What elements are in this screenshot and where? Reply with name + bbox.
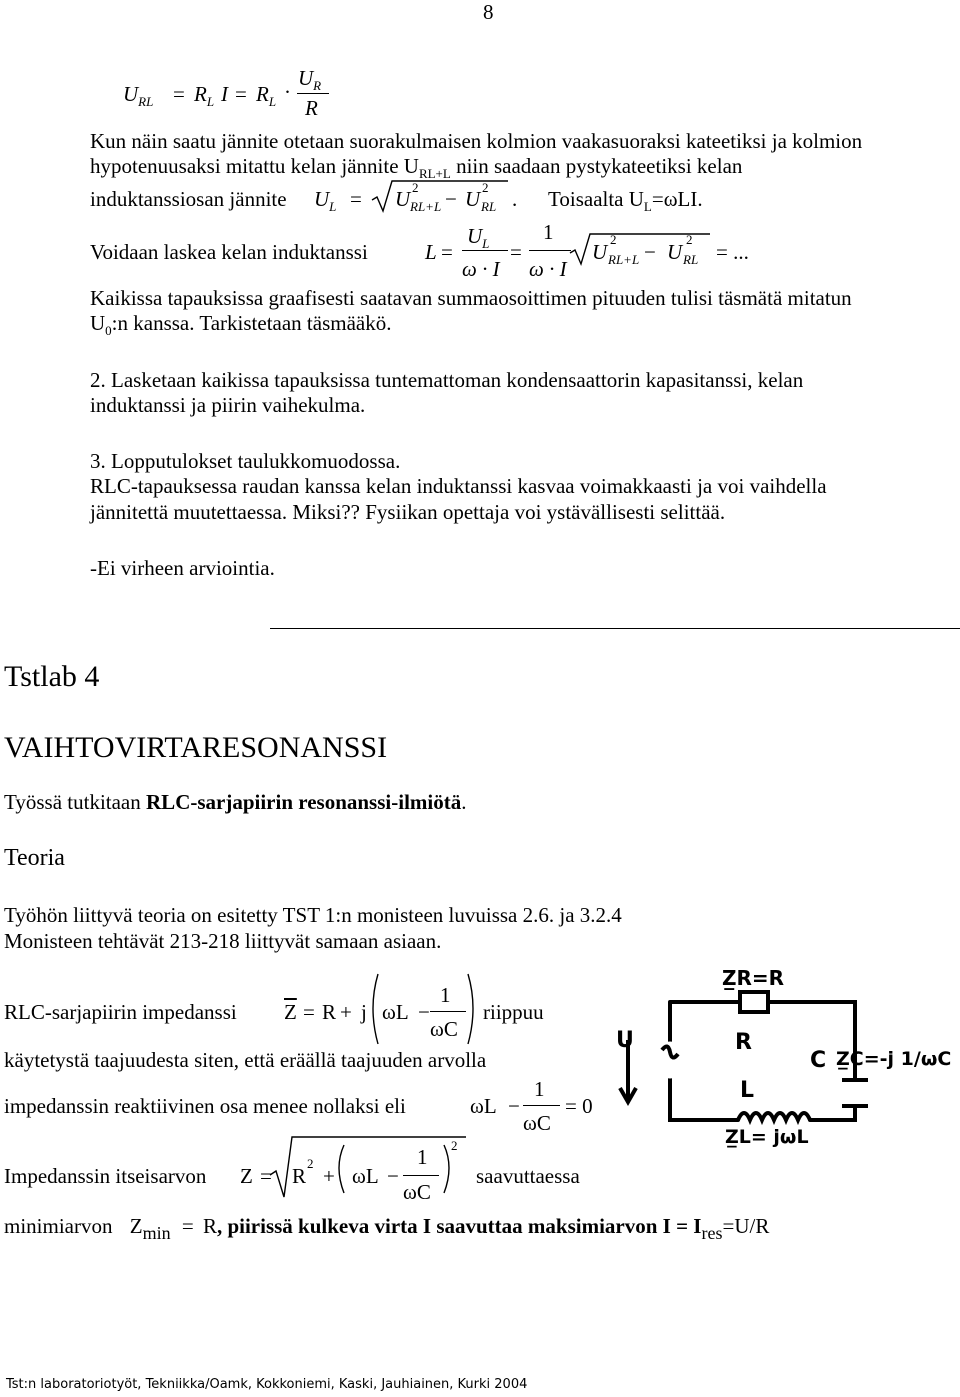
react-den: ωC bbox=[523, 1111, 551, 1135]
imp-z: $\overline{Z}$ bbox=[284, 1000, 297, 1024]
eq2-den1: ω · I bbox=[462, 257, 500, 281]
react-prefix: impedanssin reaktiivinen osa menee nollaksi eli bbox=[4, 1094, 406, 1118]
para3-line1: 2. Lasketaan kaikissa tapauksissa tuntemattoman kondensaattorin kapasitanssi, kelan bbox=[90, 368, 804, 392]
eq2-frac1-line bbox=[462, 250, 508, 251]
page-title: VAIHTOVIRTARESONANSSI bbox=[4, 731, 388, 764]
para1-line3-a: induktanssiosan jännite bbox=[90, 187, 287, 211]
imp-minus: − bbox=[418, 1000, 430, 1024]
para1-line1: Kun näin saatu jännite otetaan suorakulmaisen kolmion vaakasuoraksi kateetiksi ja kolmion bbox=[90, 129, 863, 153]
sketch-l: L bbox=[740, 1078, 755, 1103]
imp-line2: käytetystä taajuudesta siten, että eräällä taajuuden arvolla bbox=[4, 1048, 487, 1072]
para1-line2-a: hypotenuusaksi mitattu kelan jännite U bbox=[90, 154, 419, 178]
min-r: R bbox=[202, 1214, 217, 1238]
react-minus: − bbox=[508, 1094, 520, 1118]
section-divider bbox=[270, 628, 960, 629]
line3-u1-sup: 2 bbox=[412, 180, 419, 195]
eq2-den2: ω · I bbox=[529, 257, 567, 281]
eq2-eq1: = bbox=[441, 240, 453, 264]
eq1-fraction-line bbox=[297, 93, 329, 94]
eq2-eq2: = bbox=[510, 240, 522, 264]
para4-line2: RLC-tapauksessa raudan kanssa kelan induktanssi kasvaa voimakkaasti ja voi vaihdella bbox=[90, 474, 827, 498]
min-b-sub: res bbox=[701, 1223, 723, 1243]
page-number: 8 bbox=[483, 0, 494, 24]
intro bbox=[4, 790, 466, 814]
teoria-heading: Teoria bbox=[4, 845, 65, 871]
abs-minus: − bbox=[387, 1164, 399, 1188]
line3-b: Toisaalta U bbox=[548, 187, 644, 211]
line3-b-sub: L bbox=[643, 199, 652, 214]
imp-den: ωC bbox=[430, 1017, 458, 1041]
eq2-frac2-line bbox=[529, 250, 571, 251]
min-z-sub: min bbox=[142, 1223, 171, 1243]
eq1-r2-sub: L bbox=[268, 94, 277, 109]
react-eq: = 0 bbox=[565, 1094, 593, 1118]
min-z: Z bbox=[129, 1214, 143, 1238]
tstlab-heading: Tstlab 4 bbox=[4, 660, 100, 693]
para4-line3: jännitettä muutettaessa. Miksi?? Fysiikan opettaja voi ystävällisesti selittää. bbox=[90, 500, 726, 524]
eq2-u1: U bbox=[592, 240, 608, 264]
eq1-eq2: = bbox=[235, 82, 247, 106]
eq2-u1-sup: 2 bbox=[610, 232, 617, 247]
line3-u2: U bbox=[465, 187, 481, 211]
para5: -Ei virheen arviointia. bbox=[90, 556, 275, 580]
imp-plus: + bbox=[340, 1000, 352, 1024]
min-b: , piirissä kulkeva virta I saavuttaa maksimiarvon I = I bbox=[216, 1214, 702, 1238]
para1-line2-b: niin saadaan pystykateetiksi kelan bbox=[450, 154, 743, 178]
intro-b: RLC-sarjapiirin resonanssi-ilmiötä bbox=[146, 790, 462, 814]
react-wl: ωL bbox=[470, 1094, 497, 1118]
eq1-r1: R bbox=[194, 82, 207, 106]
para2-line2 bbox=[90, 311, 391, 343]
para3-line2: induktanssi ja piirin vaihekulma. bbox=[90, 393, 366, 417]
eq2-u2: U bbox=[667, 240, 683, 264]
line3-eq: = bbox=[350, 187, 362, 211]
imp-wl: ωL bbox=[382, 1000, 409, 1024]
eq1-u-sub: RL bbox=[138, 94, 154, 109]
sketch-zr: Z̲R=R bbox=[722, 966, 785, 990]
abs-eq: = bbox=[260, 1164, 272, 1188]
imp-j: j bbox=[361, 1000, 367, 1024]
react-num: 1 bbox=[534, 1077, 545, 1101]
line3-u-sub: L bbox=[329, 199, 337, 214]
imp-eq: = bbox=[303, 1000, 315, 1024]
para2-line2-sub: 0 bbox=[105, 323, 112, 338]
sketch-zc: Z̲C=-j 1/ωC bbox=[836, 1048, 952, 1070]
imp-prefix: RLC-sarjapiirin impedanssi bbox=[4, 1000, 237, 1024]
line3-u1-sub: RL+L bbox=[410, 199, 442, 214]
eq2-num1-sub: L bbox=[482, 236, 490, 251]
theory-line1: Työhön liittyvä teoria on esitetty TST 1:n monisteen luvuissa 2.6. ja 3.2.4 bbox=[4, 903, 622, 927]
resistor-symbol bbox=[740, 992, 768, 1012]
imp-r: R bbox=[322, 1000, 337, 1024]
eq1-den: R bbox=[305, 96, 318, 120]
abs-num: 1 bbox=[417, 1145, 428, 1169]
line3-u2-sub: RL bbox=[481, 199, 497, 214]
eq2-num1: U bbox=[467, 224, 483, 248]
abs-wl: ωL bbox=[352, 1164, 379, 1188]
eq2-num2: 1 bbox=[543, 220, 554, 244]
min-c: =U/R bbox=[722, 1214, 770, 1238]
min-line bbox=[4, 1214, 769, 1245]
line3-u1: U bbox=[395, 187, 411, 211]
eq2-minus: − bbox=[644, 240, 656, 264]
eq1-num: U bbox=[298, 66, 314, 90]
eq2-prefix: Voidaan laskea kelan induktanssi bbox=[90, 240, 368, 264]
intro-a: Työssä tutkitaan bbox=[4, 790, 147, 814]
para2-line2-a: U bbox=[90, 311, 106, 335]
imp-num: 1 bbox=[440, 983, 451, 1007]
line3-minus: − bbox=[445, 187, 457, 211]
sketch-r: R bbox=[735, 1030, 752, 1055]
eq1-dot: · bbox=[284, 80, 291, 104]
sketch-c: C bbox=[810, 1048, 827, 1073]
para1-line2-sub: RL+L bbox=[418, 166, 451, 181]
line3-dot: . bbox=[512, 187, 518, 211]
eq2-u2-sup: 2 bbox=[686, 232, 693, 247]
eq1-r1-sub: L bbox=[206, 94, 215, 109]
para4-line1: 3. Lopputulokset taulukkomuodossa. bbox=[90, 449, 401, 473]
eq2-u1-sub: RL+L bbox=[608, 252, 640, 267]
sketch-zl: Z̲L= jωL bbox=[725, 1126, 809, 1148]
eq1-u: U bbox=[123, 82, 139, 106]
line3-u: U bbox=[314, 187, 330, 211]
eq1-num-sub: R bbox=[313, 78, 322, 93]
eq1-r2: R bbox=[256, 82, 269, 106]
line3-u2-sup: 2 bbox=[482, 180, 489, 195]
abs-suffix: saavuttaessa bbox=[476, 1164, 580, 1188]
abs-z: Z bbox=[240, 1164, 253, 1188]
min-eq: = bbox=[181, 1214, 194, 1238]
imp-frac-line bbox=[430, 1011, 466, 1012]
abs-r-sup: 2 bbox=[307, 1156, 314, 1171]
abs-plus: + bbox=[323, 1164, 335, 1188]
min-a: minimiarvon bbox=[4, 1214, 113, 1238]
eq1-eq: = bbox=[173, 82, 185, 106]
footer: Tst:n laboratoriotyöt, Tekniikka/Oamk, Kokkoniemi, Kaski, Jauhiainen, Kurki 2004 bbox=[6, 1377, 528, 1392]
line3-b-end: =ωLI. bbox=[651, 187, 703, 211]
eq2-l: L bbox=[425, 240, 437, 264]
eq2-end: = ... bbox=[716, 240, 749, 264]
abs-r: R bbox=[292, 1164, 307, 1188]
eq1-i: I bbox=[221, 82, 228, 106]
react-frac-line bbox=[523, 1105, 560, 1106]
intro-c: . bbox=[461, 790, 467, 814]
abs-frac-line bbox=[403, 1175, 439, 1176]
imp-suffix: riippuu bbox=[483, 1000, 544, 1024]
para2-line1: Kaikissa tapauksissa graafisesti saatavan summaosoittimen pituuden tulisi täsmätä mitatun bbox=[90, 286, 852, 310]
theory-line2: Monisteen tehtävät 213-218 liittyvät samaan asiaan. bbox=[4, 929, 442, 953]
abs-prefix: Impedanssin itseisarvon bbox=[4, 1164, 207, 1188]
para2-line2-b: :n kanssa. Tarkistetaan täsmääkö. bbox=[111, 311, 392, 335]
inductor-symbol bbox=[738, 1113, 810, 1120]
eq2-u2-sub: RL bbox=[683, 252, 699, 267]
abs-sup: 2 bbox=[451, 1138, 458, 1153]
abs-den: ωC bbox=[403, 1180, 431, 1204]
sketch-u: U bbox=[616, 1028, 634, 1053]
